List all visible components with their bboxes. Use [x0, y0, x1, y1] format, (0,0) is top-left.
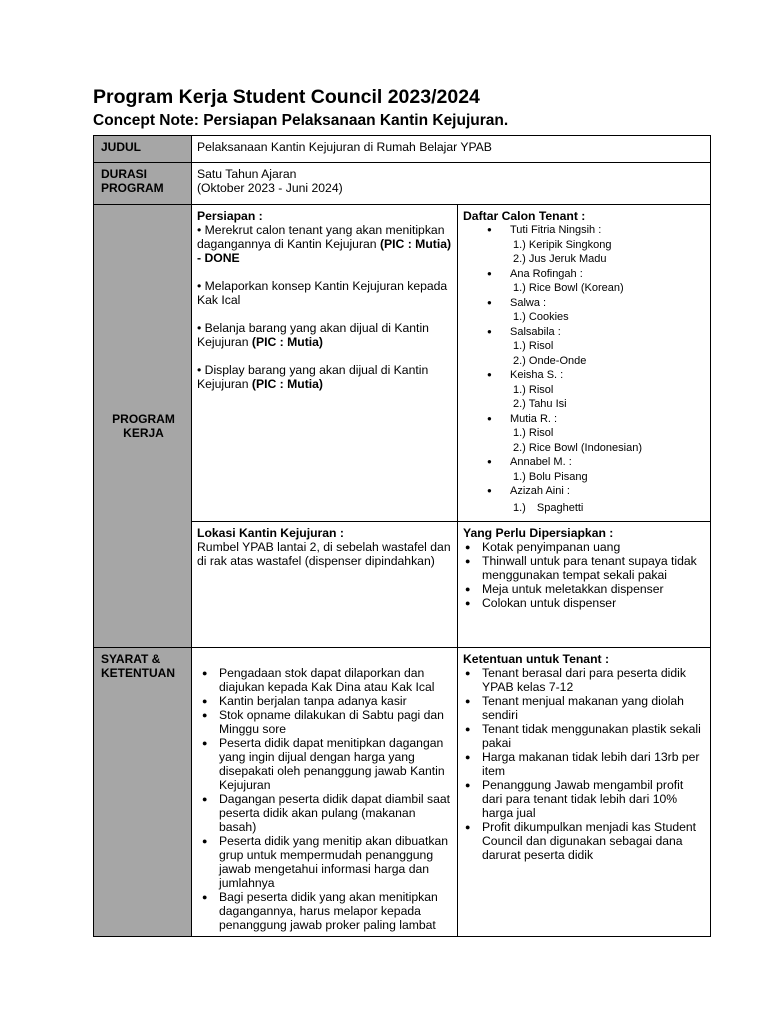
row-syarat	[94, 648, 711, 937]
list-item: ● Thinwall untuk para tenant supaya tidak menggunakan tempat sekali pakai	[463, 554, 705, 582]
tenant-list	[463, 223, 705, 515]
tenant-name: ● Salwa :	[463, 296, 705, 311]
ketentuan-tenant-heading: Ketentuan untuk Tenant :	[463, 652, 610, 666]
ketentuan-tenant-cell	[458, 648, 711, 937]
tenant-name: ● Salsabila :	[463, 325, 705, 340]
syarat-list	[197, 666, 452, 932]
tenant-item: 2.) Rice Bowl (Indonesian)	[513, 441, 643, 454]
lokasi-text: Rumbel YPAB lantai 2, di sebelah wastafel dan di rak atas wastafel (dispenser dipindahkan)	[197, 540, 451, 568]
value-durasi	[192, 163, 711, 205]
ketentuan-tenant-list	[463, 666, 705, 862]
page-subtitle: Concept Note: Persiapan Pelaksanaan Kantin Kejujuran.	[93, 112, 509, 129]
list-item: ● Meja untuk meletakkan dispenser	[463, 582, 705, 596]
list-item: ● Penanggung Jawab mengambil profit dari para tenant tidak lebih dari 10% harga jual	[463, 778, 705, 820]
persiapan-item-3-text: • Belanja barang yang akan dijual di Kantin Kejujuran	[197, 321, 429, 349]
page-title: Program Kerja Student Council 2023/2024	[93, 86, 480, 108]
persiapan-item-4-pic: (PIC : Mutia)	[251, 377, 323, 391]
perlu-cell	[458, 522, 711, 648]
label-syarat	[94, 648, 192, 937]
tenant-name: ● Keisha S. :	[463, 368, 705, 383]
durasi-line1: Satu Tahun Ajaran	[197, 167, 297, 181]
list-item: ● Kantin berjalan tanpa adanya kasir	[197, 694, 452, 708]
tenant-name: ● Mutia R. :	[463, 412, 705, 427]
tenant-name: ● Tuti Fitria Ningsih :	[463, 223, 705, 238]
persiapan-heading: Persiapan :	[197, 209, 263, 223]
label-program-line2: KERJA	[123, 426, 164, 440]
perlu-heading: Yang Perlu Dipersiapkan :	[463, 526, 614, 540]
tenant-item: 2.) Jus Jeruk Madu	[513, 253, 607, 265]
label-program-line1: PROGRAM	[112, 412, 175, 426]
label-judul: JUDUL	[94, 136, 192, 163]
tenant-item: 1.) Rice Bowl (Korean)	[513, 282, 624, 294]
value-judul: Pelaksanaan Kantin Kejujuran di Rumah Belajar YPAB	[192, 136, 711, 163]
list-item: ● Tenant berasal dari para peserta didik YPAB kelas 7-12	[463, 666, 705, 694]
tenant-item: 1.) Spaghetti	[513, 501, 584, 514]
perlu-list	[463, 540, 705, 610]
tenant-item: 1.) Risol	[513, 383, 554, 396]
daftar-tenant-cell	[458, 205, 711, 522]
label-durasi-line1: DURASI	[101, 167, 148, 181]
persiapan-item-2: • Melaporkan konsep Kantin Kejujuran kepada Kak Ical	[197, 279, 448, 307]
persiapan-item-3-pic: (PIC : Mutia)	[251, 335, 323, 349]
list-item: ● Profit dikumpulkan menjadi kas Student Council dan digunakan sebagai dana darurat peserta didik	[463, 820, 705, 862]
persiapan-item-1-text: • Merekrut calon tenant yang akan menitipkan dagangannya di Kantin Kejujuran	[197, 223, 445, 251]
list-item: ● Colokan untuk dispenser	[463, 596, 705, 610]
lokasi-cell	[192, 522, 458, 648]
tenant-item: 1.) Keripik Singkong	[513, 238, 612, 251]
persiapan-item-1	[197, 223, 452, 265]
label-program-kerja	[94, 205, 192, 648]
list-item: ● Peserta didik yang menitip akan dibuatkan grup untuk mempermudah penanggung jawab mengetahui informasi harga dan jumlahnya	[197, 834, 452, 890]
list-item: ● Harga makanan tidak lebih dari 13rb per item	[463, 750, 705, 778]
durasi-line2: (Oktober 2023 - Juni 2024)	[197, 181, 343, 195]
persiapan-item-1-pic: (PIC : Mutia) - DONE	[197, 237, 452, 265]
persiapan-item-3	[197, 321, 452, 349]
concept-note-table	[93, 135, 711, 937]
list-item: ● Peserta didik dapat menitipkan dagangan yang ingin dijual dengan harga yang disepakati oleh penanggung jawab Kantin Kejujuran	[197, 736, 452, 792]
tenant-name: ● Azizah Aini :	[463, 484, 705, 499]
list-item: ● Tenant menjual makanan yang diolah sendiri	[463, 694, 705, 722]
row-program-top	[94, 205, 711, 522]
persiapan-item-4-text: • Display barang yang akan dijual di Kantin Kejujuran	[197, 363, 429, 391]
daftar-tenant-heading: Daftar Calon Tenant :	[463, 209, 586, 223]
list-item: ● Dagangan peserta didik dapat diambil saat peserta didik akan pulang (makanan basah)	[197, 792, 452, 834]
list-item: ● Pengadaan stok dapat dilaporkan dan diajukan kepada Kak Dina atau Kak Ical	[197, 666, 452, 694]
lokasi-heading: Lokasi Kantin Kejujuran :	[197, 526, 344, 540]
persiapan-item-4	[197, 363, 452, 391]
row-durasi	[94, 163, 711, 205]
list-item: ● Stok opname dilakukan di Sabtu pagi dan Minggu sore	[197, 708, 452, 736]
list-item: ● Kotak penyimpanan uang	[463, 540, 705, 554]
tenant-item: 2.) Onde-Onde	[513, 354, 587, 367]
tenant-item: 1.) Risol	[513, 427, 554, 439]
label-syarat-line1: SYARAT &	[101, 652, 161, 666]
list-item: ● Tenant tidak menggunakan plastik sekali pakai	[463, 722, 705, 750]
tenant-item: 1.) Risol	[513, 340, 554, 352]
tenant-item: 1.) Bolu Pisang	[513, 470, 588, 483]
row-judul	[94, 136, 711, 163]
syarat-cell	[192, 648, 458, 937]
tenant-item: 2.) Tahu Isi	[513, 398, 567, 410]
label-syarat-line2: KETENTUAN	[101, 666, 175, 680]
list-item: ● Bagi peserta didik yang akan menitipkan dagangannya, harus melapor kepada penanggung jawab proker paling lambat	[197, 890, 452, 932]
persiapan-cell	[192, 205, 458, 522]
tenant-item: 1.) Cookies	[513, 311, 569, 323]
tenant-name: ● Annabel M. :	[463, 455, 705, 470]
label-durasi	[94, 163, 192, 205]
tenant-name: ● Ana Rofingah :	[463, 267, 705, 282]
label-durasi-line2: PROGRAM	[101, 181, 164, 195]
